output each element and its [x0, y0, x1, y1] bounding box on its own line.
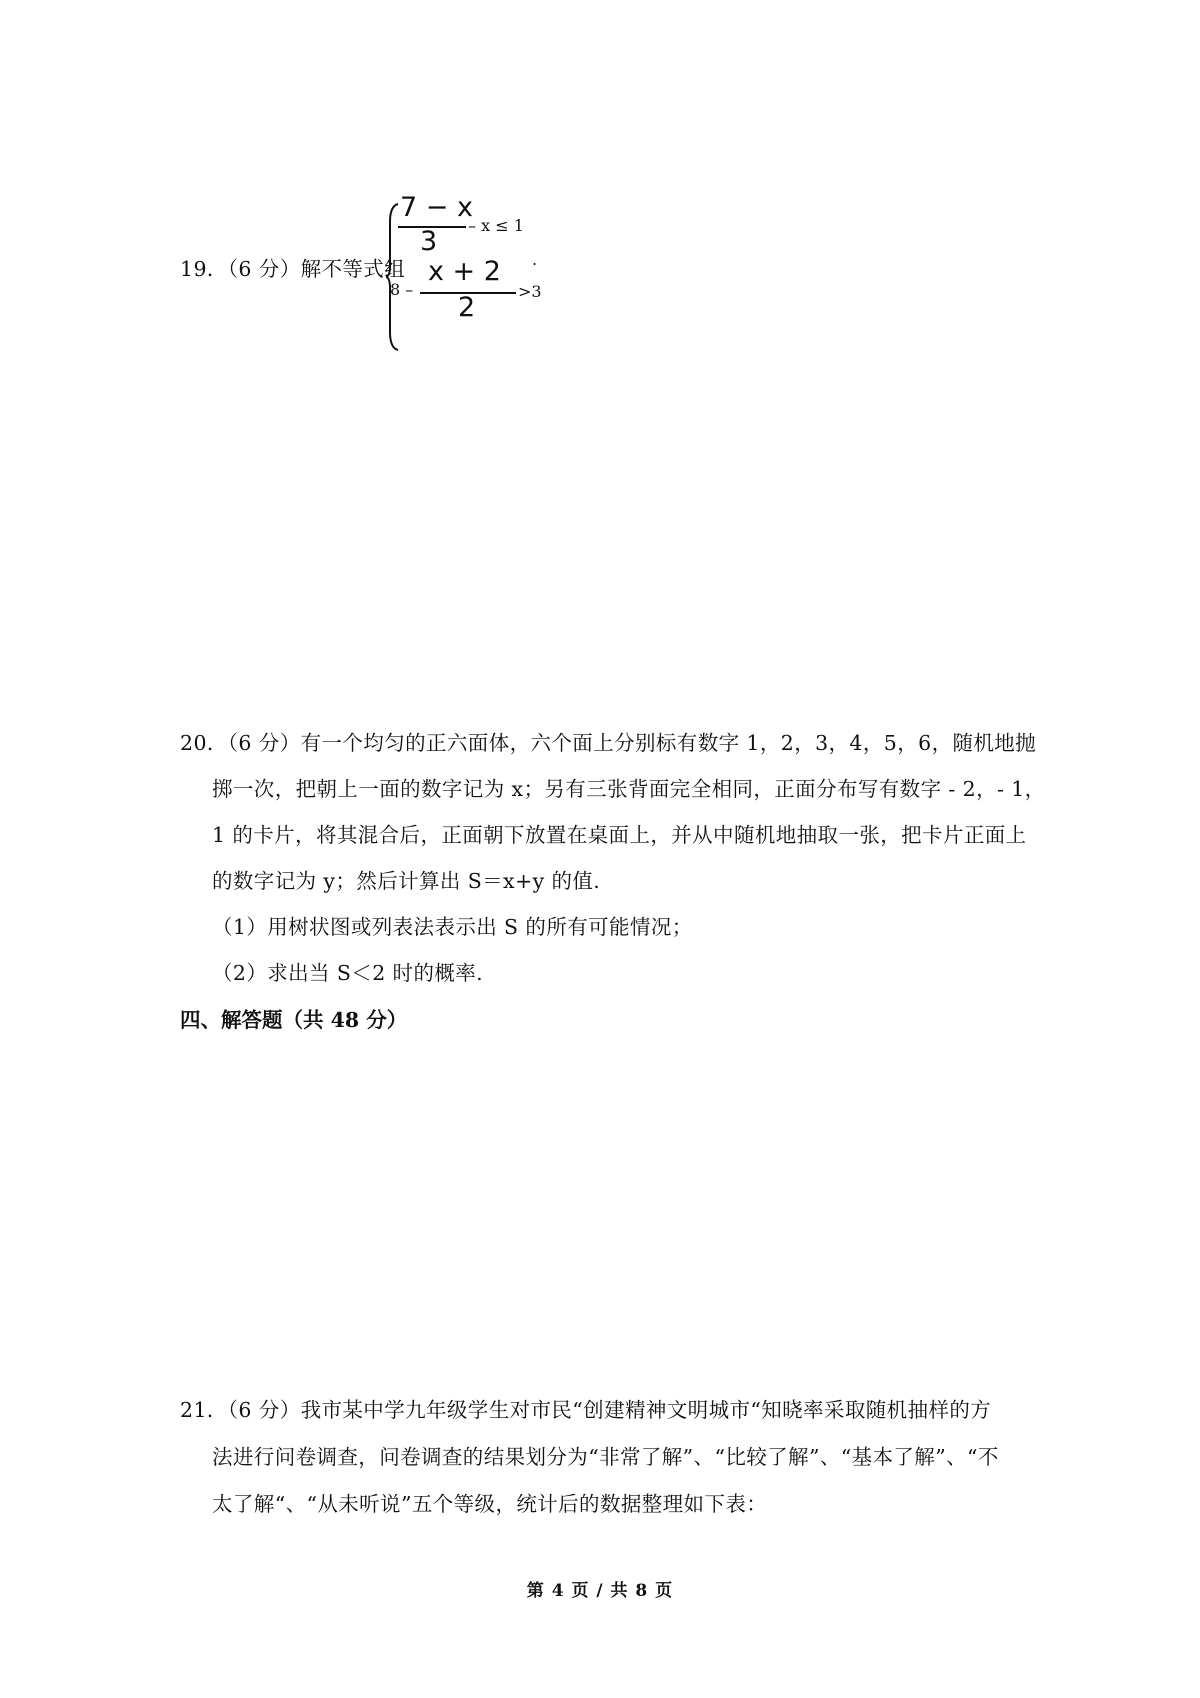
ineq1-denominator: 3	[420, 226, 438, 257]
left-brace	[386, 202, 400, 352]
q21-line-1: 21．（6 分）我市某中学九年级学生对市民“创建精神文明城市“知晓率采取随机抽样的方	[180, 1398, 992, 1422]
section-heading: 四、解答题（共 48 分）	[180, 1008, 408, 1032]
q20-line-1: 20．（6 分）有一个均匀的正六面体，六个面上分别标有数字 1，2，3，4，5，6，随机地抛	[180, 731, 1037, 755]
page-number: 第 4 页 / 共 8 页	[526, 1581, 674, 1601]
q21-line-3: 太了解“、“从未听说”五个等级，统计后的数据整理如下表：	[212, 1492, 768, 1516]
inequality-system	[386, 192, 546, 352]
q19-label: 19．（6 分）解不等式组	[180, 257, 406, 281]
q20-line-3: 1 的卡片，将其混合后，正面朝下放置在桌面上，并从中随机地抽取一张，把卡片正面上	[212, 823, 1027, 847]
q20-line-4: 的数字记为 y；然后计算出 S＝x+y 的值.	[212, 869, 601, 893]
ineq2-tail: >3	[518, 282, 542, 301]
q19-period: .	[532, 250, 538, 269]
q20-line-2: 掷一次，把朝上一面的数字记为 x；另有三张背面完全相同，正面分布写有数字 ‑ 2，‑ 1，	[212, 777, 1046, 801]
ineq2-numerator: x + 2	[428, 256, 501, 287]
ineq2-denominator: 2	[458, 292, 476, 323]
ineq1-tail: – x ≤ 1	[468, 216, 524, 235]
ineq1-numerator: 7 − x	[400, 192, 473, 223]
q20-subquestion-1: （1）用树状图或列表法表示出 S 的所有可能情况；	[212, 915, 693, 939]
q20-subquestion-2: （2）求出当 S＜2 时的概率.	[212, 961, 484, 985]
ineq2-lead: 8 –	[390, 280, 414, 299]
q21-line-2: 法进行问卷调查，问卷调查的结果划分为“非常了解”、“比较了解”、“基本了解”、“不	[212, 1445, 999, 1469]
